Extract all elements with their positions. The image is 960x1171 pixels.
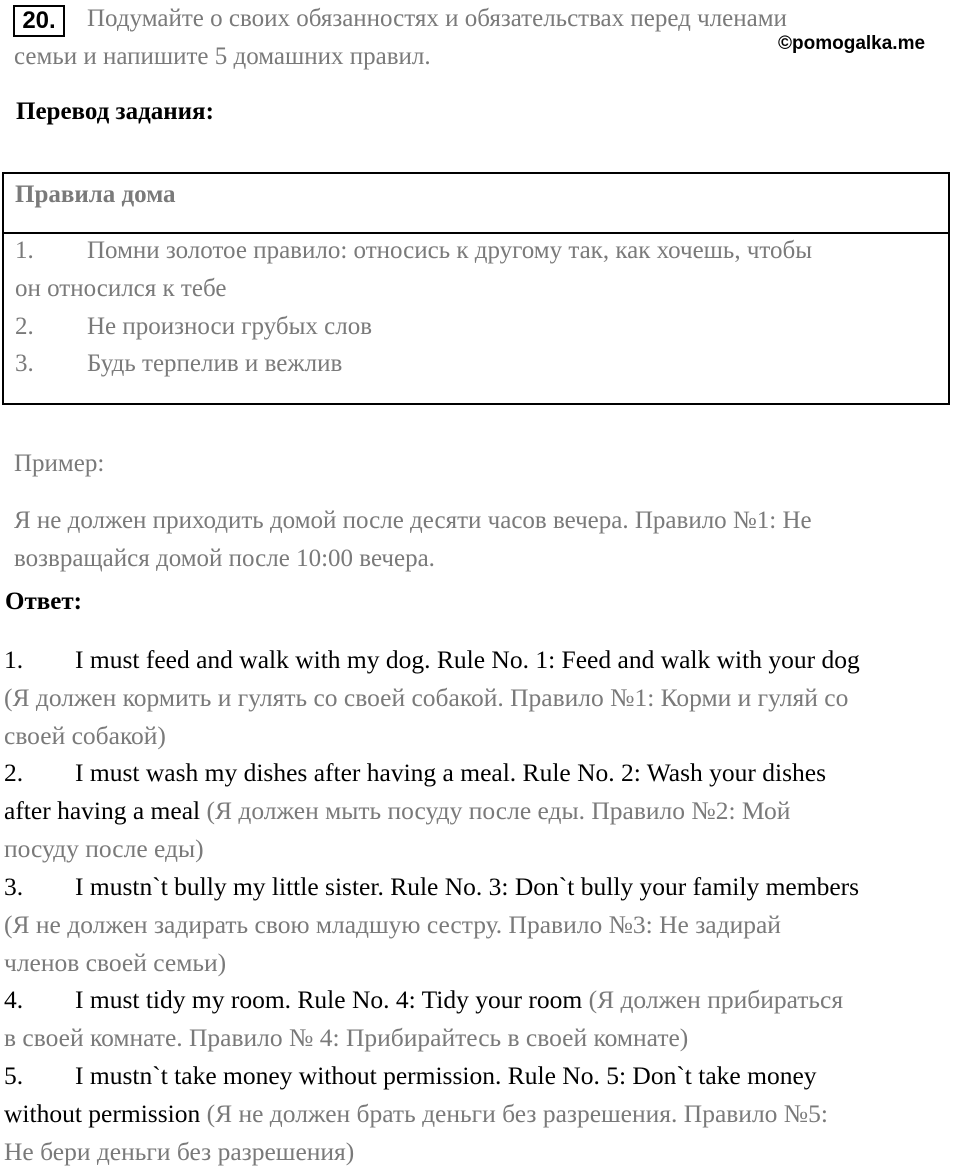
answer-5-line-1	[4, 1057, 817, 1095]
answer-3-line-2: (Я не должен задирать свою младшую сестру. Правило №3: Не задирай	[4, 910, 781, 939]
task-text-line-2: семьи и напишите 5 домашних правил.	[14, 43, 431, 70]
answer-2-line-2	[4, 792, 790, 830]
rule-item-text: Не произноси грубых слов	[87, 313, 372, 340]
rule-item-number: 1.	[15, 237, 34, 264]
answer-5-line-3: Не бери деньги без разрешения)	[4, 1137, 355, 1166]
answer-number: 5.	[4, 1061, 24, 1090]
example-line-2: возвращайся домой после 10:00 вечера.	[14, 545, 435, 572]
answer-2-line-3: посуду после еды)	[4, 834, 204, 863]
rule-item-1	[15, 232, 812, 269]
answer-number: 1.	[4, 645, 24, 674]
answer-3-line-3: членов своей семьи)	[4, 948, 227, 977]
answer-english: I mustn`t take money without permission. Rule No. 5: Don`t take money	[75, 1061, 817, 1090]
rule-item-3	[15, 345, 342, 382]
watermark: ©pomogalka.me	[778, 33, 926, 54]
rule-item-1-continuation: он относился к тебе	[15, 275, 227, 302]
answer-english: after having a meal	[4, 796, 201, 825]
answer-number: 2.	[4, 758, 24, 787]
example-label: Пример:	[14, 450, 105, 477]
rules-box	[2, 172, 950, 405]
answer-4-line-2: в своей комнате. Правило № 4: Прибирайтесь в своей комнате)	[4, 1023, 689, 1052]
answer-3-line-1	[4, 868, 859, 906]
task-number-badge: 20.	[13, 5, 65, 37]
answer-2-line-1	[4, 754, 826, 792]
answer-russian: (Я не должен брать деньги без разрешения. Правило №5:	[206, 1099, 828, 1128]
answer-english: without permission	[4, 1099, 201, 1128]
task-text-line-1: Подумайте о своих обязанностях и обязательствах перед членами	[87, 5, 787, 32]
answer-english: I must tidy my room. Rule No. 4: Tidy your room	[75, 985, 583, 1014]
answer-english: I mustn`t bully my little sister. Rule No. 3: Don`t bully your family members	[75, 872, 860, 901]
answer-russian: (Я должен прибираться	[588, 985, 844, 1014]
answer-english: I must feed and walk with my dog. Rule No. 1: Feed and walk with your dog	[75, 645, 860, 674]
translation-heading: Перевод задания:	[16, 98, 214, 125]
rule-item-number: 3.	[15, 350, 34, 377]
answer-1-line-3: своей собакой)	[4, 721, 166, 750]
answer-number: 3.	[4, 872, 24, 901]
rule-item-text: Будь терпелив и вежлив	[87, 350, 343, 377]
rule-item-text: Помни золотое правило: относись к другому так, как хочешь, чтобы	[87, 237, 812, 264]
answer-number: 4.	[4, 985, 24, 1014]
answer-russian: (Я должен мыть посуду после еды. Правило №2: Мой	[206, 796, 791, 825]
answer-1-line-1	[4, 641, 860, 679]
example-line-1: Я не должен приходить домой после десяти часов вечера. Правило №1: Не	[14, 507, 812, 534]
rule-item-2	[15, 308, 372, 345]
answer-4-line-1	[4, 981, 843, 1019]
answer-english: I must wash my dishes after having a meal. Rule No. 2: Wash your dishes	[75, 758, 827, 787]
answer-5-line-2	[4, 1095, 828, 1133]
answer-1-line-2: (Я должен кормить и гулять со своей собакой. Правило №1: Корми и гуляй со	[4, 683, 849, 712]
rule-item-number: 2.	[15, 313, 34, 340]
rules-box-title: Правила дома	[15, 181, 176, 208]
answer-heading: Ответ:	[5, 588, 82, 615]
